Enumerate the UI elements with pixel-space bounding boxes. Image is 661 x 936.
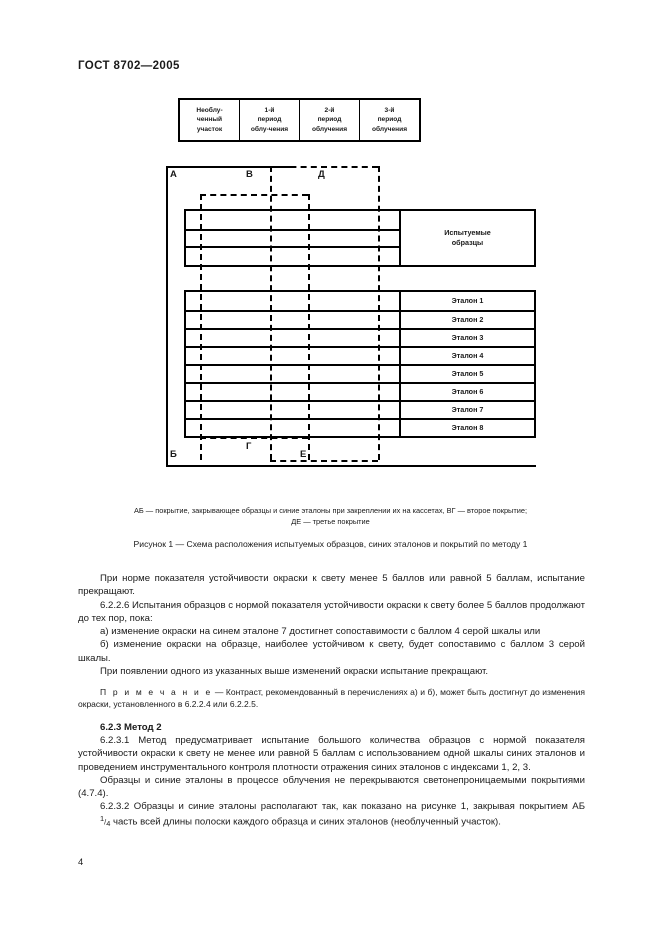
specimen-strip: [186, 248, 399, 263]
outer-top-line-left: [166, 166, 230, 168]
irradiation-period-table: [178, 98, 421, 142]
figure-legend: [78, 505, 583, 528]
note-label: П р и м е ч а н и е: [100, 687, 213, 698]
paragraph-6-2-2-6: 6.2.2.6 Испытания образцов с нормой показателя устойчивости окраски к свету более 5 баллов продолжают до тех пор, пока:: [78, 599, 585, 624]
period-cell-0: Необлу- ченный участок: [179, 99, 240, 141]
etalon-strip: [186, 366, 399, 382]
test-specimens-block: [184, 209, 536, 267]
paragraph-5: Образцы и синие эталоны в процессе облучения не перекрываются светонепроницаемыми покрытиями (4.7.4).: [78, 774, 585, 800]
etalon-row: [186, 310, 534, 328]
etalon-strip: [186, 292, 399, 310]
note-paragraph: [78, 687, 585, 711]
etalon-row: [186, 418, 534, 436]
etalon-row: [186, 364, 534, 382]
etalon-row-label: Эталон 7: [399, 402, 534, 418]
period-cell-1: 1-й период облу-чения: [240, 99, 300, 141]
etalon-row-label: Эталон 4: [399, 348, 534, 364]
page-number: 4: [78, 856, 84, 867]
etalon-strip: [186, 402, 399, 418]
outer-bottom-line: [166, 465, 536, 467]
paragraph-3: При появлении одного из указанных выше изменений окраски испытание прекращают.: [100, 665, 489, 677]
etalon-row: [186, 292, 534, 310]
paragraph-6-2-3-1: 6.2.3.1 Метод предусматривает испытание большого количества образцов с нормой показателя устойчивости окраски к свету не менее или равной 5 баллам с использованием одной шкалы синих эталонов и проведением инструментального контроля плотности отражения синих эталонов с индексами 1, 2, 3.: [78, 735, 585, 773]
etalon-strip: [186, 384, 399, 400]
test-specimens-label: Испытуемые образцы: [399, 211, 534, 265]
paragraph-6-pre: 6.2.3.2 Образцы и синие эталоны располагают так, как показано на рисунке 1, закрывая покрытием АБ: [100, 801, 585, 813]
fraction-numerator: 1: [100, 813, 105, 823]
corner-label-v: В: [246, 169, 253, 180]
specimen-layout-diagram: [166, 166, 536, 471]
etalon-row: [186, 346, 534, 364]
list-item-b: б) изменение окраски на образце, наиболее устойчивом к свету, будет сопоставимо с баллом 3 серой шкалы.: [78, 639, 585, 664]
etalon-row-label: Эталон 5: [399, 366, 534, 382]
figure-legend-line-1: АБ — покрытие, закрывающее образцы и синие эталоны при закреплении их на кассетах, ВГ — второе покрытие;: [133, 506, 528, 515]
figure-legend-line-2: ДЕ — третье покрытие: [291, 517, 370, 527]
note-text: — Контраст, рекомендованный в перечислениях а) и б), может быть достигнут до изменения окраски, установленного в 6.2.2.4 или 6.2.2.5.: [78, 687, 585, 710]
etalon-row-label: Эталон 8: [399, 420, 534, 436]
figure-caption: Рисунок 1 — Схема расположения испытуемых образцов, синих эталонов и покрытий по методу 1: [133, 539, 528, 549]
etalon-row: [186, 328, 534, 346]
etalon-strip: [186, 348, 399, 364]
paragraph-1: При норме показателя устойчивости окраски к свету менее 5 баллов или равной 5 баллам, испытание прекращают.: [78, 573, 585, 598]
etalon-row-label: Эталон 3: [399, 330, 534, 346]
corner-label-a: А: [170, 169, 177, 180]
corner-label-d: Д: [318, 169, 325, 180]
paragraph-6-2-3-2: [78, 800, 585, 828]
etalon-row-label: Эталон 6: [399, 384, 534, 400]
fraction-one-quarter: $^1/_4$: [100, 813, 111, 828]
paragraph-6-post: часть всей длины полоски каждого образца и синих эталонов (необлученный участок).: [110, 816, 501, 828]
etalon-strip: [186, 312, 399, 328]
section-heading-6-2-3: 6.2.3 Метод 2: [100, 721, 162, 733]
etalon-row-label: Эталон 2: [399, 312, 534, 328]
period-cell-3: 3-й период облучения: [360, 99, 421, 141]
etalon-row-label: Эталон 1: [399, 292, 534, 310]
table-row: [179, 99, 420, 141]
corner-label-b: Б: [170, 449, 177, 460]
specimen-strip: [186, 231, 399, 246]
cover-de-top-dash: [270, 166, 378, 168]
cover-vg-top-dash: [200, 194, 308, 196]
etalon-strip: [186, 330, 399, 346]
blue-etalons-block: [184, 290, 536, 438]
specimen-strip: [186, 211, 399, 229]
period-cell-2: 2-й период облучения: [300, 99, 360, 141]
cover-ab-top-line: [230, 166, 270, 168]
body-text: [78, 572, 585, 829]
cover-de-bottom-dash: [270, 460, 378, 462]
fraction-denominator: 4: [106, 818, 111, 828]
etalon-row: [186, 400, 534, 418]
document-header: ГОСТ 8702—2005: [78, 60, 180, 72]
etalon-strip: [186, 420, 399, 436]
corner-label-e: Е: [300, 449, 307, 460]
list-item-a: а) изменение окраски на синем эталоне 7 достигнет сопоставимости с баллом 4 серой шкалы или: [100, 626, 541, 638]
outer-left-line: [166, 166, 168, 465]
etalon-row: [186, 382, 534, 400]
corner-label-g: Г: [246, 441, 252, 452]
